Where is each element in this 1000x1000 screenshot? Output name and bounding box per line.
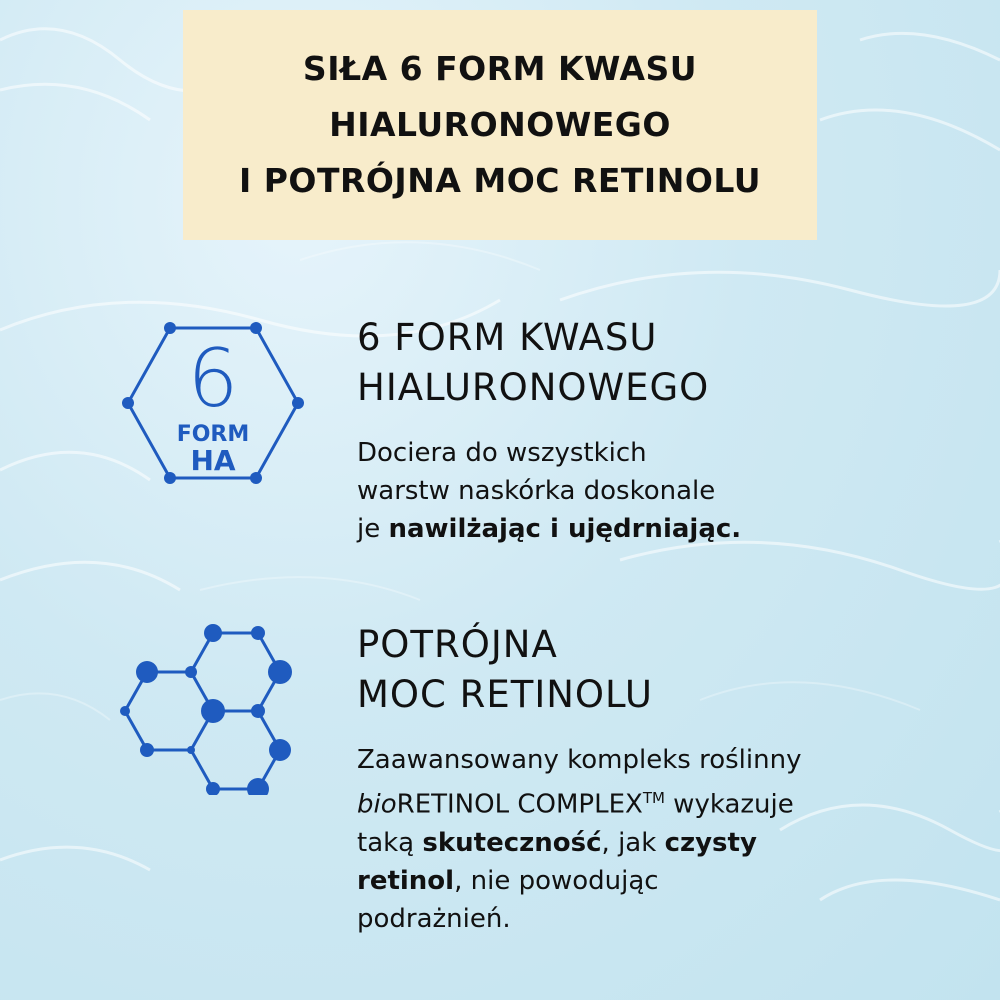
desc-retinol-line-2-end: wykazuje bbox=[664, 789, 794, 820]
badge-number: 6 bbox=[187, 332, 239, 425]
header-line-1: SIŁA 6 FORM KWASU bbox=[302, 49, 698, 88]
trademark-mark: TM bbox=[642, 789, 665, 807]
badge-line-2: HA bbox=[190, 444, 236, 477]
desc-retinol-line-2 bbox=[357, 779, 801, 824]
desc-retinol-line-4 bbox=[357, 862, 801, 900]
header-line-2: HIALURONOWEGO bbox=[329, 105, 671, 144]
molecule-structure-icon bbox=[115, 620, 300, 795]
desc-retinol-bold-effectiveness: skuteczność bbox=[422, 827, 602, 858]
desc-retinol-line-1: Zaawansowany kompleks roślinny bbox=[357, 745, 802, 775]
desc-retinol-line-4-rest: , nie powodując bbox=[454, 865, 659, 896]
desc-ha-line-3-prefix: je bbox=[357, 514, 389, 544]
desc-retinol-line-3-prefix: taką bbox=[357, 827, 423, 858]
desc-ha-line-2: warstw naskórka doskonale bbox=[357, 476, 716, 506]
section-title-ha bbox=[357, 313, 709, 413]
desc-retinol-line-5: podrażnień. bbox=[357, 903, 511, 934]
desc-retinol-bold-pure: czysty bbox=[664, 827, 757, 858]
description-retinol bbox=[357, 741, 801, 938]
desc-retinol-bold-retinol: retinol bbox=[357, 865, 455, 896]
badge-line-1: FORM bbox=[176, 422, 250, 447]
header-line-3: I POTRÓJNA MOC RETINOLU bbox=[238, 161, 762, 200]
complex-name: RETINOL COMPLEX bbox=[396, 789, 643, 820]
desc-ha-line-3 bbox=[357, 510, 741, 548]
header-banner bbox=[183, 10, 817, 240]
section-title-retinol bbox=[357, 620, 653, 720]
desc-ha-line-1: Dociera do wszystkich bbox=[357, 438, 647, 468]
desc-retinol-line-3-mid: , jak bbox=[601, 827, 665, 858]
title-retinol-line-1: POTRÓJNA bbox=[357, 623, 558, 666]
title-ha-line-1: 6 FORM KWASU bbox=[357, 316, 658, 359]
desc-ha-line-3-bold: nawilżając i ujędrniając. bbox=[388, 514, 742, 544]
description-ha bbox=[357, 434, 741, 548]
desc-retinol-line-3 bbox=[357, 824, 801, 862]
hexagon-molecule-icon bbox=[118, 318, 313, 488]
title-retinol-line-2: MOC RETINOLU bbox=[357, 673, 653, 716]
bio-prefix: bio bbox=[357, 789, 397, 820]
title-ha-line-2: HIALURONOWEGO bbox=[357, 366, 710, 409]
